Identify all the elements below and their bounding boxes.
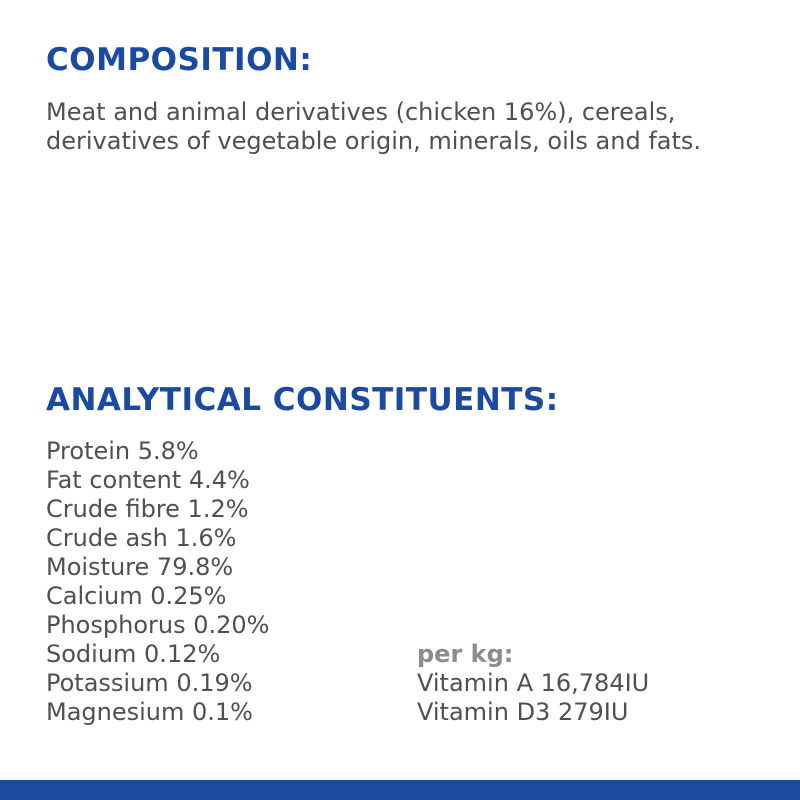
constituent-magnesium: Magnesium 0.1%	[46, 698, 253, 726]
vitamin-d3: Vitamin D3 279IU	[417, 698, 629, 726]
per-kg-label: per kg:	[417, 640, 514, 668]
constituent-moisture: Moisture 79.8%	[46, 553, 234, 581]
constituent-potassium: Potassium 0.19%	[46, 669, 253, 697]
vitamin-a: Vitamin A 16,784IU	[417, 669, 650, 697]
constituent-protein: Protein 5.8%	[46, 437, 199, 465]
bottom-accent-bar	[0, 780, 800, 800]
constituent-phosphorus: Phosphorus 0.20%	[46, 611, 270, 639]
constituent-crude-ash: Crude ash 1.6%	[46, 524, 237, 552]
constituent-crude-fibre: Crude fibre 1.2%	[46, 495, 249, 523]
analytical-constituents-list	[46, 437, 269, 727]
constituent-sodium: Sodium 0.12%	[46, 640, 221, 668]
constituent-calcium: Calcium 0.25%	[46, 582, 227, 610]
composition-text: Meat and animal derivatives (chicken 16%), cereals, derivatives of vegetable origin, minerals, oils and fats.	[46, 98, 702, 155]
per-kg-list	[417, 669, 649, 727]
per-kg-section	[417, 640, 649, 727]
constituent-fat-content: Fat content 4.4%	[46, 466, 250, 494]
analytical-constituents-heading: ANALYTICAL CONSTITUENTS:	[46, 382, 559, 418]
composition-heading: COMPOSITION:	[46, 42, 313, 78]
